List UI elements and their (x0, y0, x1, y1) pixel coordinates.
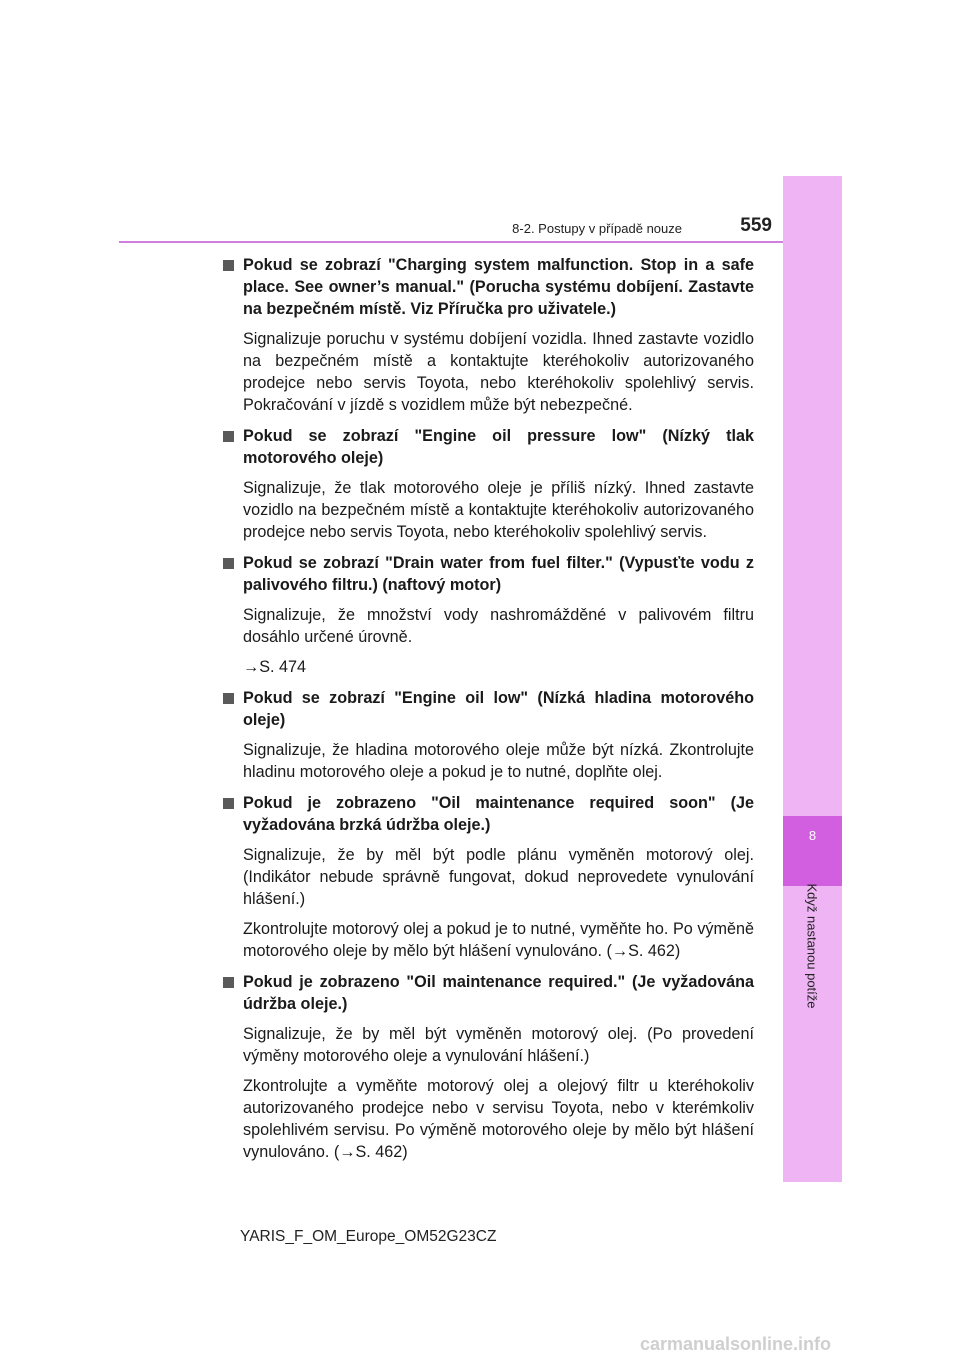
item-paragraph: Zkontrolujte motorový olej a pokud je to nutné, vyměňte ho. Po výměně motorového oleje by mělo být hlášení vynulováno. (→S. 462) (243, 920, 754, 960)
item-heading (222, 792, 754, 836)
page-number: 559 (740, 215, 772, 236)
chapter-side-tab (783, 176, 842, 1182)
chapter-title-text: Když nastanou potíže (804, 883, 820, 1009)
page-content (222, 254, 754, 1172)
item-paragraph: Signalizuje, že tlak motorového oleje je příliš nízký. Ihned zastavte vozidlo na bezpečném místě a kontaktujte kteréhokoliv autorizovaného prodejce nebo servis Toyota, nebo kteréhokoliv spolehlivý servis. (243, 479, 754, 541)
header-divider (119, 241, 783, 243)
item-paragraph: Signalizuje, že množství vody nashromážděné v palivovém filtru dosáhlo určené úrovně. (243, 606, 754, 646)
square-bullet-icon (223, 977, 234, 988)
item-paragraph: Signalizuje poruchu v systému dobíjení vozidla. Ihned zastavte vozidlo na bezpečném místě a kontaktujte kteréhokoliv autorizovaného prodejce nebo servis Toyota, nebo kteréhokoliv spolehlivý servis. Pokračování v jízdě s vozidlem může být nebezpečné. (243, 330, 754, 414)
list-item (222, 971, 754, 1163)
item-heading-text: Pokud se zobrazí "Engine oil pressure low" (Nízký tlak motorového oleje) (243, 427, 754, 467)
item-heading-text: Pokud je zobrazeno "Oil maintenance required." (Je vyžadována údržba oleje.) (243, 973, 754, 1013)
item-heading (222, 552, 754, 596)
square-bullet-icon (223, 260, 234, 271)
item-heading-text: Pokud se zobrazí "Charging system malfunction. Stop in a safe place. See owner’s manual." (Porucha systému dobíjení. Zastavte na bezpečném místě. Viz Příručka pro uživatele.) (243, 256, 754, 318)
item-paragraph: Zkontrolujte a vyměňte motorový olej a olejový filtr u kteréhokoliv autorizovaného prodejce nebo v servisu Toyota, nebo v kterémkoliv spolehlivém servisu. Po výměně motorového oleje by mělo být hlášení vynulováno. (→S. 462) (243, 1077, 754, 1161)
document-code: YARIS_F_OM_Europe_OM52G23CZ (240, 1228, 497, 1245)
list-item (222, 552, 754, 678)
section-title: 8-2. Postupy v případě nouze (512, 221, 682, 236)
item-heading-text: Pokud se zobrazí "Drain water from fuel filter." (Vypusťte vodu z palivového filtru.) (naftový motor) (243, 554, 754, 594)
item-heading-text: Pokud je zobrazeno "Oil maintenance required soon" (Je vyžadována brzká údržba oleje.) (243, 794, 754, 834)
list-item (222, 425, 754, 543)
list-item (222, 792, 754, 962)
square-bullet-icon (223, 431, 234, 442)
square-bullet-icon (223, 798, 234, 809)
item-paragraph: Signalizuje, že by měl být vyměněn motorový olej. (Po provedení výměny motorového oleje a vynulování hlášení.) (243, 1025, 754, 1065)
chapter-tab-active (783, 816, 842, 886)
item-paragraph: Signalizuje, že hladina motorového oleje může být nízká. Zkontrolujte hladinu motorového oleje a pokud je to nutné, doplňte olej. (243, 741, 754, 781)
list-item (222, 254, 754, 416)
square-bullet-icon (223, 558, 234, 569)
watermark: carmanualsonline.info (640, 1334, 832, 1354)
item-heading (222, 687, 754, 731)
page-reference: →S. 474 (243, 658, 306, 676)
item-heading (222, 971, 754, 1015)
chapter-number: 8 (808, 828, 817, 843)
item-heading-text: Pokud se zobrazí "Engine oil low" (Nízká hladina motorového oleje) (243, 689, 754, 729)
item-heading (222, 425, 754, 469)
list-item (222, 687, 754, 783)
item-heading (222, 254, 754, 320)
square-bullet-icon (223, 693, 234, 704)
item-paragraph: Signalizuje, že by měl být podle plánu vyměněn motorový olej. (Indikátor nebude správně fungovat, dokud neprovedete vynulování hlášení.) (243, 846, 754, 908)
